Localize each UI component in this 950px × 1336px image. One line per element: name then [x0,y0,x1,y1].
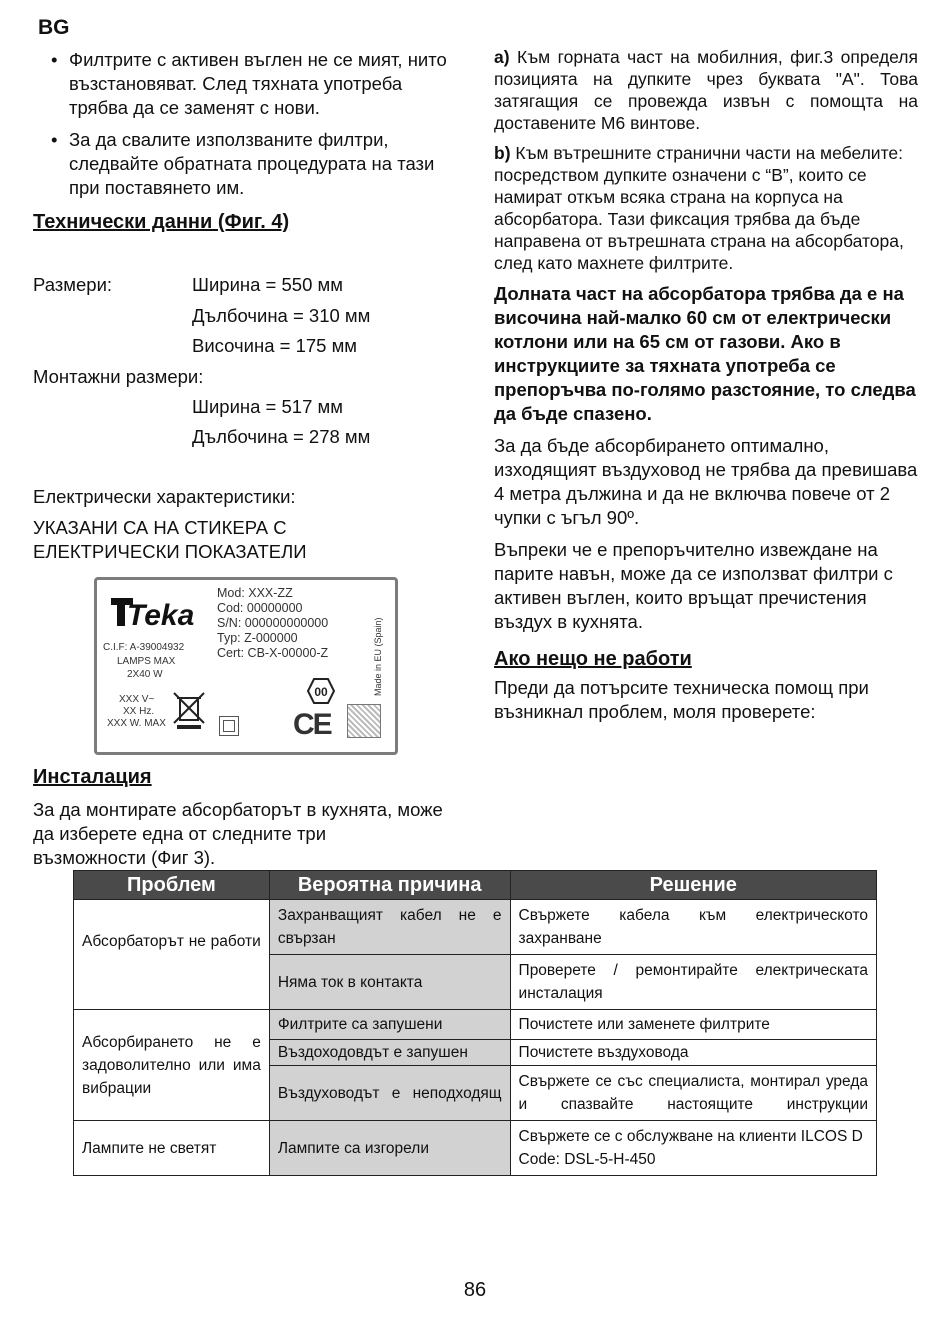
teka-logo-graphic [109,592,201,630]
duct-paragraph: За да бъде абсорбирането оптимално, изходящият въздуховод не трябва да превишава 4 метра дължина и да не включва повече от 2 чупки с ъгъл 90º. [494,435,918,528]
width-value: Ширина = 550 мм [192,274,343,295]
ce-mark: CE [293,708,331,741]
troubleshooting-intro: Преди да потърсите техническа помощ при възникнал проблем, моля проверете: [494,677,869,722]
option-a-text: Към горната част на мобилния, фиг.3 определя позицията на дупките чрез буквата "A". Това затягащия се провежда извън с помощта на доставените M6 винтове. [494,47,918,133]
column-header-problem: Проблем [74,871,270,900]
depth-value: Дълбочина = 310 мм [192,305,371,326]
problem-cell: Абсорбирането не е задоволително или има вибрации [74,1010,270,1121]
mount-width-value: Ширина = 517 мм [192,396,343,417]
problem-cell: Лампите не светят [74,1121,270,1176]
solution-cell: Свържете се с обслужване на клиенти ILCOS D Code: DSL-5-H-450 [510,1121,876,1176]
lamps-watt-text: 2X40 W [127,669,163,680]
lamps-text: LAMPS MAX [117,656,176,667]
cause-cell: Няма ток в контакта [269,955,510,1010]
sticker-typ: Typ: Z-000000 [217,631,298,645]
electrical-note: УКАЗАНИ СА НА СТИКЕРА С ЕЛЕКТРИЧЕСКИ ПОКАЗАТЕЛИ [33,517,307,562]
right-column [494,46,918,732]
option-b-text: Към вътрешните странични части на мебелите: посредством дупките означени с “B”, които се намират откъм всяка страна на корпуса на абсорбатора. Тази фиксация трябва да бъде направена от вътрешната страна на абсорбатора, след като махнете филтрите. [494,143,904,273]
filter-bullet-list [33,48,448,200]
certification-badge-icon [307,678,335,704]
made-in-text: Made in EU (Spain) [373,617,383,696]
filters-paragraph: Въпреки че е препоръчително извеждане на парите навън, може да се използват филтри с активен въглен, които връщат пречистения въздух в кухнята. [494,539,893,632]
sticker-cert: Cert: CB-X-00000-Z [217,646,329,660]
height-warning: Долната част на абсорбатора трябва да е на височина най-малко 60 см от електрически котлони или на 65 см от газови. Ако в инструкциите за тяхната употреба се препоръчва по-голямо разстояние, то следва да бъде спазено. [494,283,916,424]
solution-cell: Почистете въздуховода [510,1040,876,1066]
column-header-solution: Решение [510,871,876,900]
cause-cell: Лампите са изгорели [269,1121,510,1176]
option-a-label: a) [494,47,510,67]
installation-heading: Инсталация [33,766,152,788]
rating-sticker [94,577,398,755]
dimensions-label: Размери: [33,274,113,295]
tech-data-heading: Технически данни (Фиг. 4) [33,211,290,233]
troubleshooting-heading: Ако нещо не работи [494,648,692,670]
table-row [74,1121,877,1176]
table-row [74,900,877,955]
sticker-specs [217,586,328,661]
hz-text: XX Hz. [123,706,155,717]
sticker-mod: Mod: XXX-ZZ [217,586,293,600]
language-code: BG [38,16,70,39]
badge-text: 00 [314,685,328,699]
table-row [74,1010,877,1040]
column-header-cause: Вероятна причина [269,871,510,900]
cif-text: C.I.F: A-39004932 [103,642,185,653]
cause-cell: Филтрите са запушени [269,1010,510,1040]
bullet-item: • Филтрите с активен въглен не се мият, нито възстановяват. След тяхната употреба трябва да се заменят с нови. [33,48,448,120]
teka-brand-text: Teka [127,599,195,630]
solution-cell: Свържете се със специалиста, монтирал уреда и спазвайте настоящите инструкции [510,1066,876,1121]
weee-bin-icon [171,690,207,733]
solution-cell: Почистете или заменете филтрите [510,1010,876,1040]
cause-cell: Въздуховодът е неподходящ [269,1066,510,1121]
mounting-dimensions-label: Монтажни размери: [33,366,204,387]
troubleshooting-table [73,870,877,1176]
option-a-paragraph [494,46,918,134]
sticker-sn: S/N: 000000000000 [217,616,329,630]
left-column [33,48,448,208]
cause-cell: Въздоходовдът е запушен [269,1040,510,1066]
bullet-item: • За да свалите използваните филтри, следвайте обратната процедурата на тази при поставянето им. [33,128,448,200]
solution-cell: Проверете / ремонтирайте електрическата инсталация [510,955,876,1010]
option-b-label: b) [494,143,511,163]
height-value: Височина = 175 мм [192,335,358,356]
problem-cell: Абсорбаторът не работи [74,900,270,1010]
qr-code-icon [347,704,381,738]
class-ii-icon [219,716,239,736]
cause-cell: Захранващият кабел не е свързан [269,900,510,955]
page-number: 86 [463,1279,487,1301]
table-header-row [74,871,877,900]
mount-depth-value: Дълбочина = 278 мм [192,426,371,447]
option-b-paragraph [494,142,918,274]
electrical-label: Електрически характеристики: [33,486,296,507]
solution-cell: Свържете кабела към електрическото захранване [510,900,876,955]
watt-text: XXX W. MAX [107,718,166,729]
sticker-cod: Cod: 00000000 [217,601,303,615]
voltage-text: XXX V~ [119,694,155,705]
teka-logo [109,592,201,633]
installation-text: За да монтирате абсорбаторът в кухнята, може да изберете една от следните три възможности (Фиг 3). [33,799,443,868]
